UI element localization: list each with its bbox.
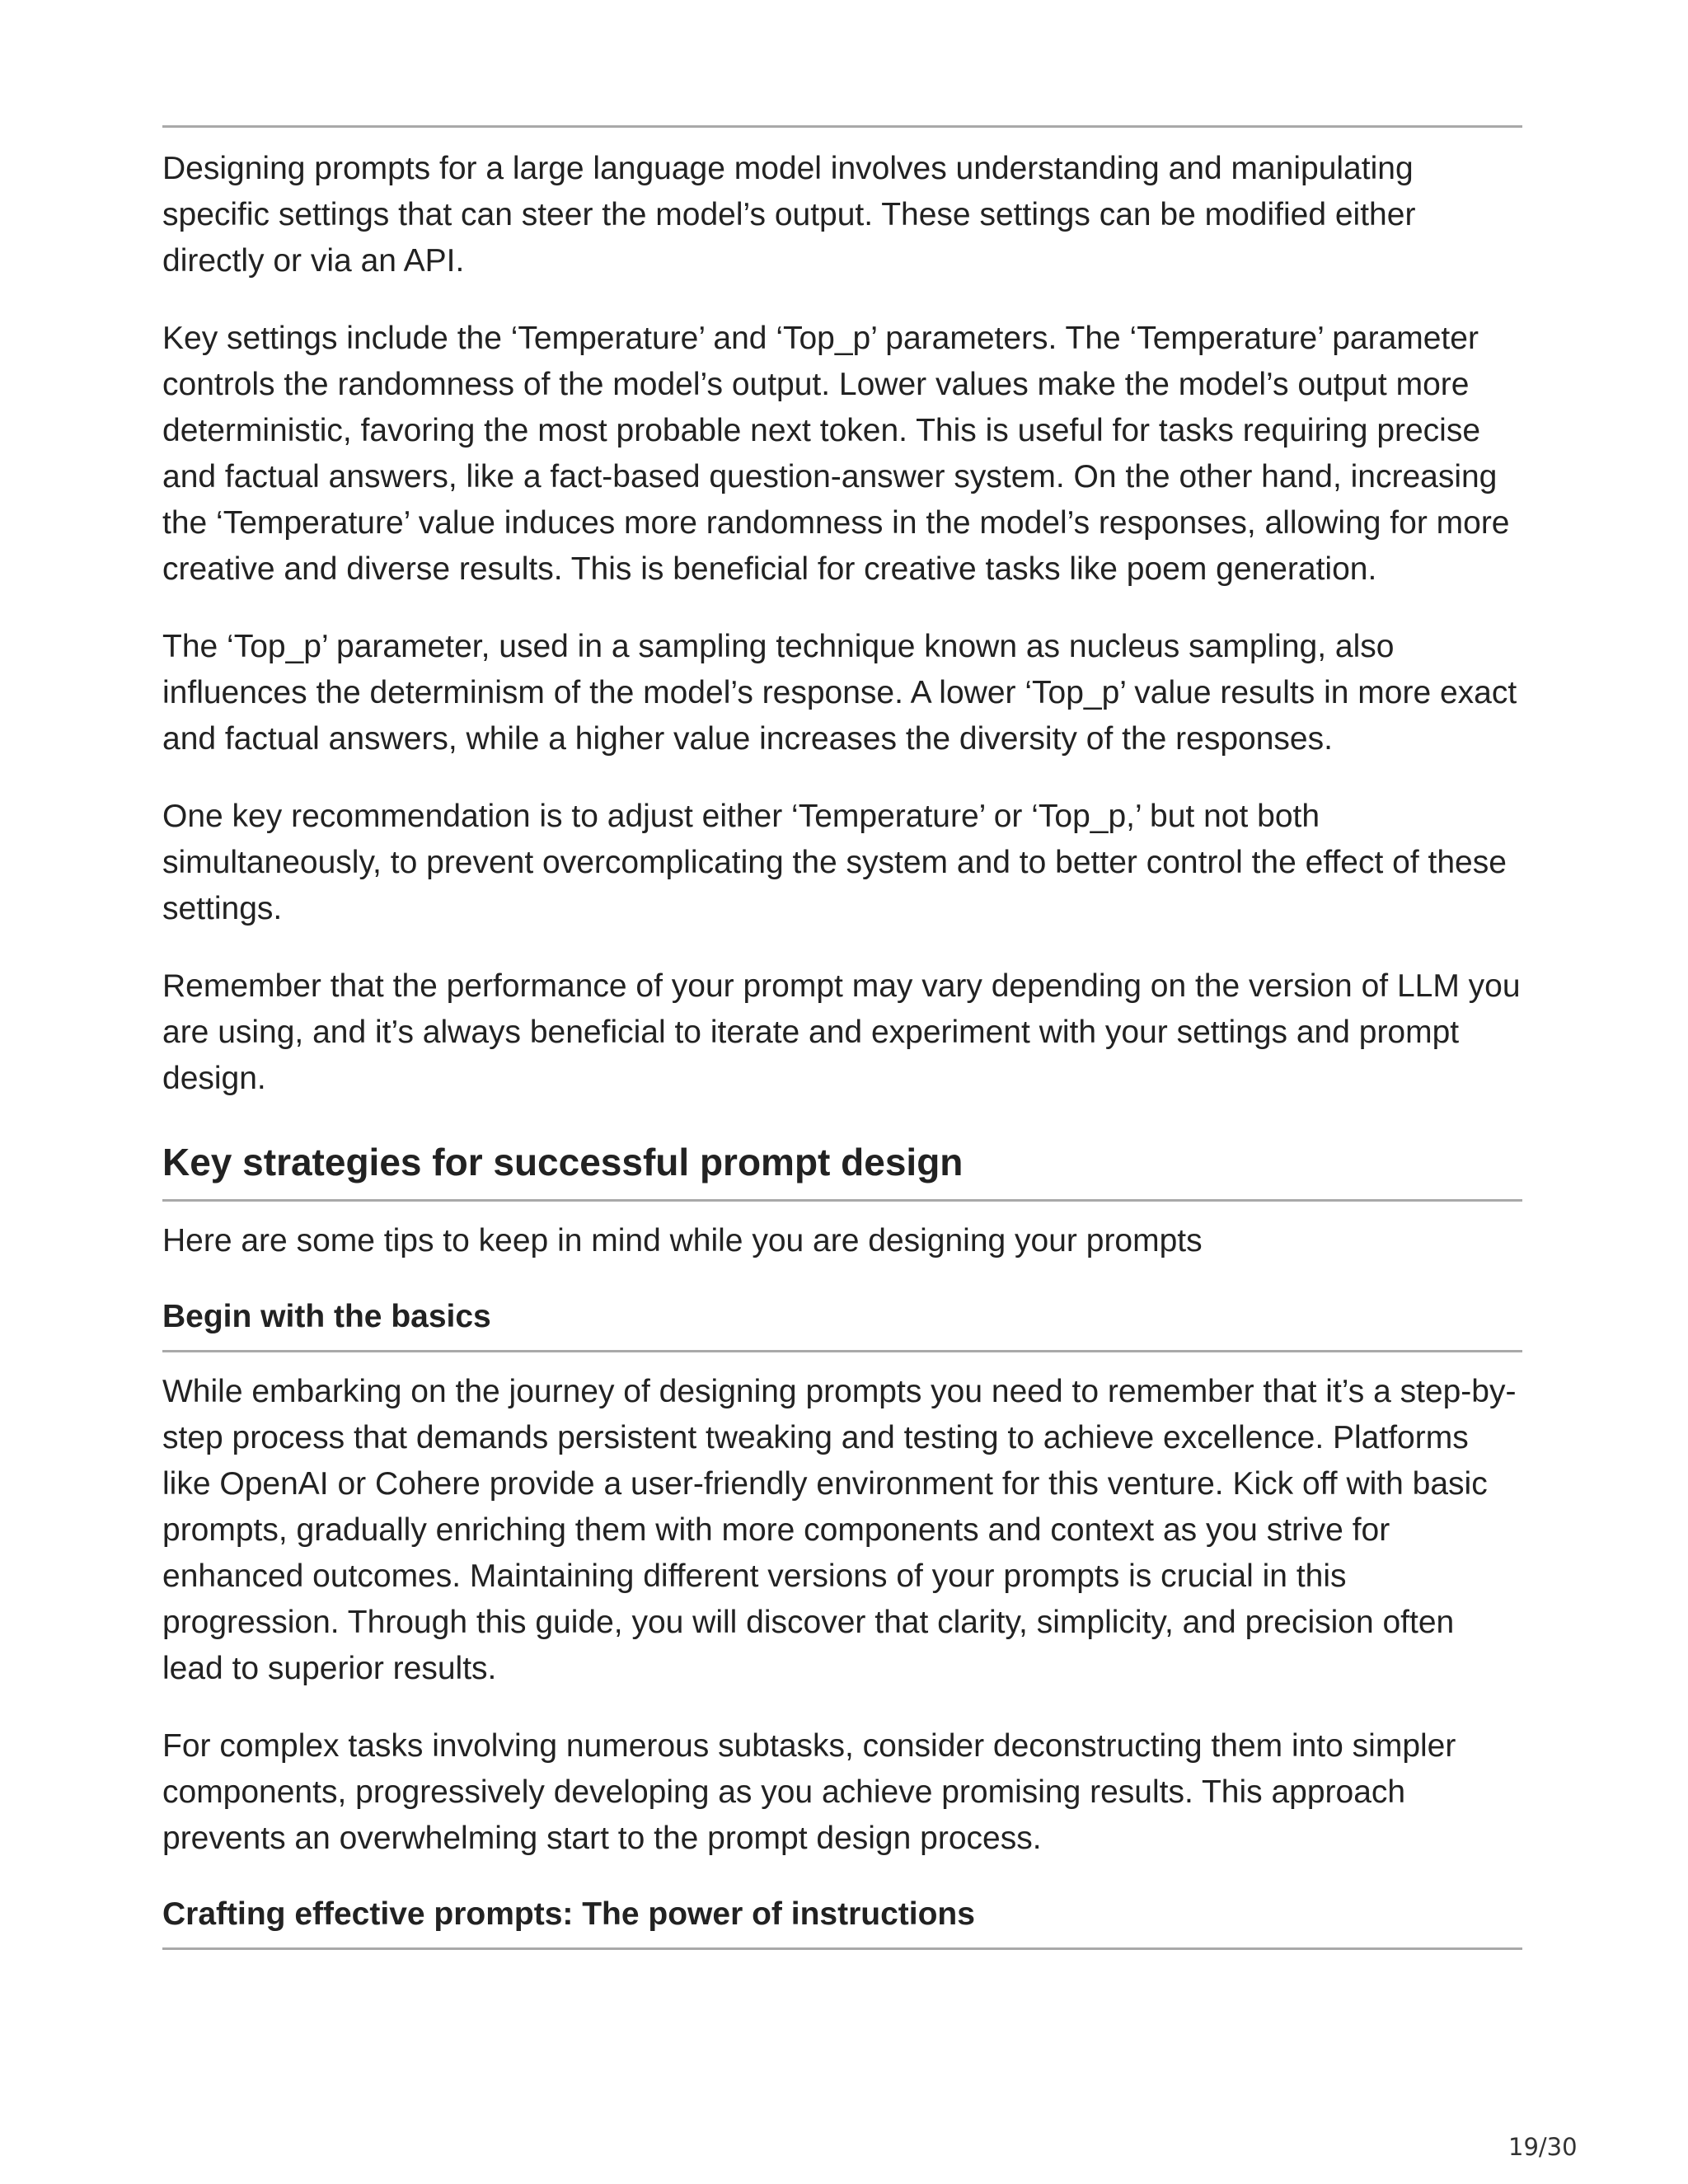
top-divider	[162, 125, 1522, 128]
section-heading-key-strategies: Key strategies for successful prompt design	[162, 1141, 964, 1183]
intro-paragraph-5: Remember that the performance of your prompt may vary depending on the version of LLM you are using, and it’s always beneficial to iterate and experiment with your settings and prompt design.	[162, 968, 1521, 1096]
key-strategies-intro: Here are some tips to keep in mind while you are designing your prompts	[162, 1223, 1203, 1258]
basics-paragraph-2: For complex tasks involving numerous subtasks, consider deconstructing them into simpler components, progressively developing as you achieve promising results. This approach prevents an overwhelming start to the prompt design process.	[162, 1728, 1456, 1856]
subheading-divider-instructions	[162, 1947, 1522, 1950]
intro-paragraph-3: The ‘Top_p’ parameter, used in a sampling technique known as nucleus sampling, also influences the determinism of the model’s response. A lower ‘Top_p’ value results in more exact and factual answers, while a higher value increases the diversity of the responses.	[162, 629, 1517, 757]
subheading-crafting-effective-prompts: Crafting effective prompts: The power of instructions	[162, 1896, 975, 1932]
section-divider-key-strategies	[162, 1199, 1522, 1202]
basics-paragraph-1: While embarking on the journey of designing prompts you need to remember that it’s a step-by-step process that demands persistent tweaking and testing to achieve excellence. Platforms like OpenAI or Cohere provide a user-friendly environment for this venture. Kick off with basic prompts, gradually enriching them with more components and context as you strive for enhanced outcomes. Maintaining different versions of your prompts is crucial in this progression. Through this guide, you will discover that clarity, simplicity, and precision often lead to superior results.	[162, 1374, 1517, 1686]
page-number: 19/30	[1508, 2133, 1578, 2161]
document-page	[162, 0, 1522, 1950]
subheading-divider-basics	[162, 1350, 1522, 1352]
intro-paragraph-2: Key settings include the ‘Temperature’ and ‘Top_p’ parameters. The ‘Temperature’ parameter controls the randomness of the model’s output. Lower values make the model’s output more deterministic, favoring the most probable next token. This is useful for tasks requiring precise and factual answers, like a fact-based question-answer system. On the other hand, increasing the ‘Temperature’ value induces more randomness in the model’s responses, allowing for more creative and diverse results. This is beneficial for creative tasks like poem generation.	[162, 321, 1510, 587]
intro-paragraph-1: Designing prompts for a large language model involves understanding and manipulating specific settings that can steer the model’s output. These settings can be modified either directly or via an API.	[162, 151, 1416, 279]
intro-paragraph-4: One key recommendation is to adjust either ‘Temperature’ or ‘Top_p,’ but not both simultaneously, to prevent overcomplicating the system and to better control the effect of these settings.	[162, 799, 1507, 926]
subheading-begin-with-basics: Begin with the basics	[162, 1299, 491, 1334]
